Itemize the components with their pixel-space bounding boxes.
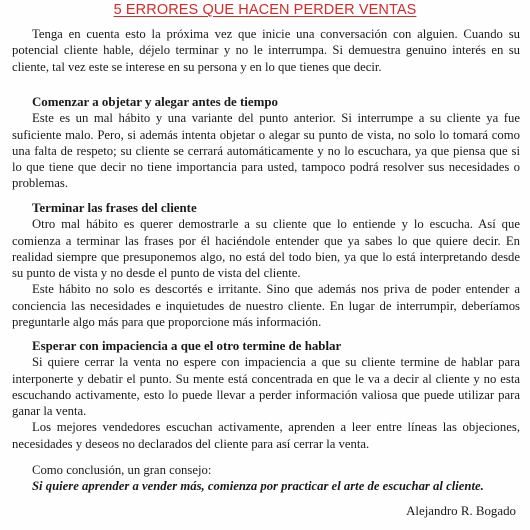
section-heading: Esperar con impaciencia a que el otro termine de hablar (32, 339, 342, 353)
section-2 (12, 200, 520, 330)
section-3 (12, 338, 520, 452)
page-title: 5 ERRORES QUE HACEN PERDER VENTAS (113, 2, 417, 18)
section-paragraph: Los mejores vendedores escuchan activamente, aprenden a leer entre líneas las objeciones, necesidades y deseos no declarados del cliente para así cerrar la venta. (12, 420, 520, 451)
section-heading: Comenzar a objetar y alegar antes de tiempo (32, 95, 278, 109)
conclusion-intro: Como conclusión, un gran consejo: (32, 463, 212, 477)
section-1 (12, 94, 520, 192)
intro-block (12, 26, 520, 75)
author-signature: Alejandro R. Bogado (406, 504, 516, 518)
section-paragraph: Otro mal hábito es querer demostrarle a su cliente que lo entiende y lo escucha. Así que comienza a terminar las frases por él haciéndole entender que ya sabes lo que quiere decir. En realidad siempre que presuponemos algo, no está del todo bien, ya que lo está interpretando desde su punto de vista y no desde el punto de vista del cliente. (12, 217, 520, 281)
intro-paragraph: Tenga en cuenta esto la próxima vez que inicie una conversación con alguien. Cuando su potencial cliente hable, déjelo terminar y no le interrumpa. Si demuestra genuino interés en su cliente, tal vez este se interese en su persona y en lo que tienes que decir. (12, 27, 520, 74)
section-paragraph: Si quiere cerrar la venta no espere con impaciencia a que su cliente termine de hablar para interponerte y debatir el punto. Su mente está concentrada en que le va a decir al cliente y no esta escuchando activamente, esto lo puede llevar a perder información valiosa que puede utilizar para ganar la venta. (12, 355, 520, 419)
section-paragraph: Este hábito no solo es descortés e irritante. Sino que además nos priva de poder entender a conciencia las necesidades e inquietudes de nuestro cliente. En lugar de interrumpir, deberíamos preguntarle algo más para que proporcione más información. (12, 282, 520, 330)
section-paragraph: Este es un mal hábito y una variante del punto anterior. Si interrumpe a su cliente ya fue suficiente malo. Pero, si además intenta objetar o alegar su punto de vista, no solo lo tomará como una falta de respeto; su cliente se cerrará automáticamente y no lo escuchara, ya que piensa que si lo que tiene que decir no tiene importancia para usted, tampoco podrá resolver sus necesidades o problemas. (12, 111, 520, 191)
conclusion-block (12, 462, 520, 495)
conclusion-quote: Si quiere aprender a vender más, comienza por practicar el arte de escuchar al cliente. (32, 479, 484, 494)
section-heading: Terminar las frases del cliente (32, 201, 197, 215)
